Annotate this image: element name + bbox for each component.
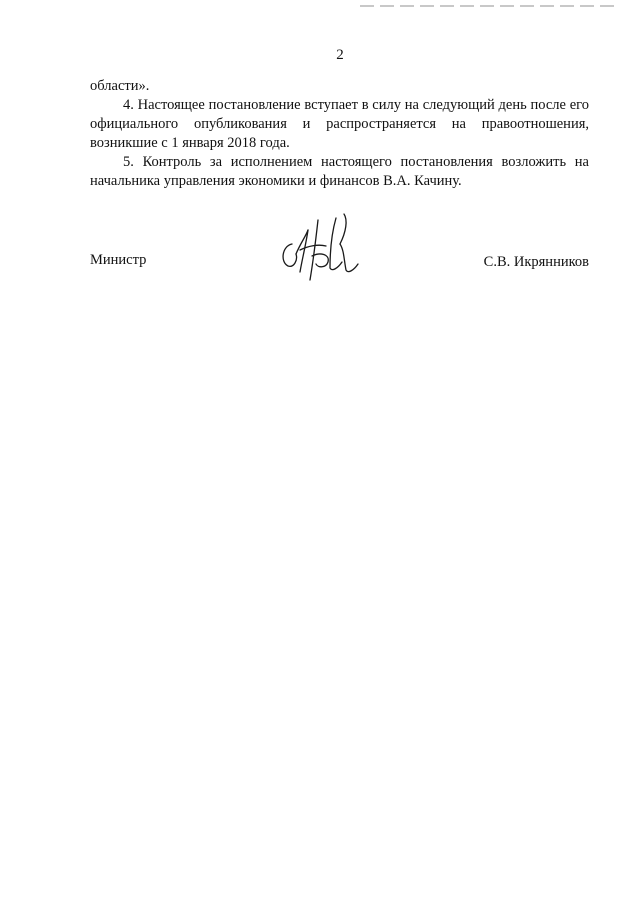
signatory-name: С.В. Икрянников: [483, 254, 589, 270]
paragraph-item-4: 4. Настоящее постановление вступает в силу на следующий день после его официального опубликования и распространяется на правоотношения, возникшие с 1 января 2018 года.: [90, 97, 589, 151]
paragraph-item-5: 5. Контроль за исполнением настоящего постановления возложить на начальника управления экономики и финансов В.А. Качину.: [90, 154, 589, 189]
document-body: [90, 77, 589, 191]
signature-block: [90, 248, 589, 288]
handwritten-signature-icon: [278, 210, 368, 284]
paragraph-continuation: области».: [90, 78, 150, 94]
scan-edge-artifact: [360, 5, 620, 7]
signatory-title: Министр: [90, 252, 147, 268]
page-number: 2: [336, 47, 344, 63]
